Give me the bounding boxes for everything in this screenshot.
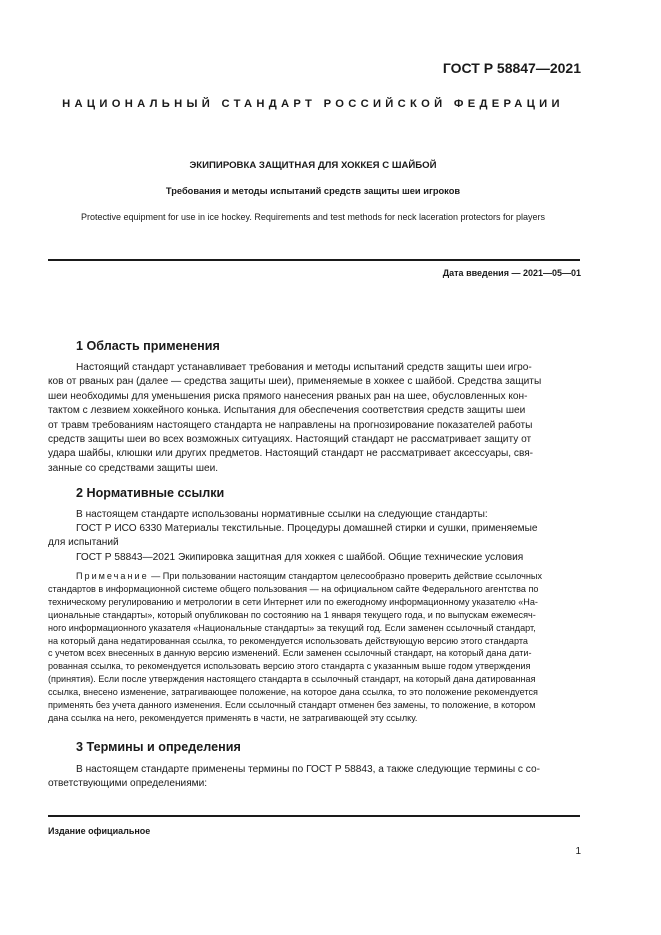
text-line: удара шайбы, клюшки или других предметов. Настоящий стандарт не рассматривает аксессуары, свя- bbox=[48, 448, 534, 460]
page-number: 1 bbox=[575, 846, 581, 857]
text-line: ного информационного указателя «Национальные стандарты» за текущий год. Если заменен ссылочный стандарт, bbox=[48, 622, 536, 633]
reference-gost-iso-6330-continued: для испытаний bbox=[48, 537, 119, 548]
text-line: (принятия). Если после утверждения настоящего стандарта в ссылочный стандарт, на который дана датированная bbox=[48, 674, 536, 685]
english-title: Protective equipment for use in ice hockey. Requirements and test methods for neck laceration protectors for players bbox=[80, 212, 546, 222]
text-line: на который дана недатированная ссылка, то рекомендуется использовать действующую версию этого стандарта bbox=[48, 635, 528, 646]
text-line: техническому регулированию и метрологии в сети Интернет или по ежегодному информационному указателю «На- bbox=[48, 596, 538, 607]
section-1-heading: 1 Область применения bbox=[76, 339, 220, 353]
note-block bbox=[48, 570, 580, 725]
reference-gost-58843: ГОСТ Р 58843—2021 Экипировка защитная для хоккея с шайбой. Общие технические условия bbox=[76, 552, 524, 563]
text-line: шеи необходимы для уменьшения риска прямого нанесения рваных ран на шее, обусловленных кон- bbox=[48, 390, 528, 402]
section-1-body bbox=[48, 361, 580, 476]
text-line: тактом с лезвием хоккейного конька. Испытания для обеспечения соответствия средств защиты шеи bbox=[48, 405, 526, 417]
text-line: Настоящий стандарт устанавливает требования и методы испытаний средств защиты шеи игро- bbox=[76, 362, 532, 373]
introduction-date: Дата введения — 2021—05—01 bbox=[442, 268, 581, 278]
footer-divider bbox=[48, 815, 580, 817]
text-line: ссылка, внесено изменение, затрагивающее положение, на которое дана ссылка, то это положение рекомендуется bbox=[48, 687, 538, 698]
text-line: ответствующими определениями: bbox=[48, 778, 208, 790]
document-title: ЭКИПИРОВКА ЗАЩИТНАЯ ДЛЯ ХОККЕЯ С ШАЙБОЙ bbox=[189, 160, 437, 171]
national-standard-heading: НАЦИОНАЛЬНЫЙ СТАНДАРТ РОССИЙСКОЙ ФЕДЕРАЦИИ bbox=[62, 98, 564, 110]
text-line: с учетом всех внесенных в данную версию изменений. Если заменен ссылочный стандарт, на который дана дати- bbox=[48, 648, 532, 659]
text-line: средств защиты шеи во всех возможных ситуациях. Настоящий стандарт не рассматривает защиту от bbox=[48, 434, 532, 446]
section-3-heading: 3 Термины и определения bbox=[76, 740, 241, 754]
section-2-heading: 2 Нормативные ссылки bbox=[76, 486, 225, 500]
text-line: циональные стандарты», который опубликован по состоянию на 1 января текущего года, и по выпускам ежемесяч- bbox=[48, 609, 536, 620]
document-code: ГОСТ Р 58847—2021 bbox=[442, 60, 581, 76]
text-line: от травм требованиям настоящего стандарта не направлены на прогнозирование показателей работы bbox=[48, 419, 533, 431]
text-line: применять без учета данного изменения. Если ссылочный стандарт отменен без замены, то положение, в котором bbox=[48, 700, 536, 711]
text-line bbox=[48, 570, 580, 583]
text-line: занные со средствами защиты шеи. bbox=[48, 462, 219, 474]
header-divider bbox=[48, 259, 580, 261]
section-2-intro: В настоящем стандарте использованы нормативные ссылки на следующие стандарты: bbox=[76, 509, 488, 520]
reference-gost-iso-6330: ГОСТ Р ИСО 6330 Материалы текстильные. Процедуры домашней стирки и сушки, применяемые bbox=[76, 523, 538, 534]
document-subtitle: Требования и методы испытаний средств защиты шеи игроков bbox=[165, 186, 461, 196]
official-edition-label: Издание официальное bbox=[48, 826, 151, 836]
note-text: — При пользовании настоящим стандартом целесообразно проверить действие ссылочных bbox=[148, 571, 543, 581]
note-label: Примечание bbox=[76, 571, 149, 581]
text-line: рованная ссылка, то рекомендуется использовать версию этого стандарта с указанным выше годом утверждения bbox=[48, 661, 531, 672]
section-3-body bbox=[48, 763, 580, 792]
text-line: стандартов в информационной системе общего пользования — на официальном сайте Федерального агентства по bbox=[48, 583, 539, 594]
text-line: ков от рваных ран (далее — средства защиты шеи), применяемые в хоккее с шайбой. Средства защиты bbox=[48, 376, 542, 388]
text-line: дана ссылка на него, рекомендуется применять в части, не затрагивающей эту ссылку. bbox=[48, 712, 418, 723]
text-line: В настоящем стандарте применены термины по ГОСТ Р 58843, а также следующие термины с со- bbox=[76, 764, 540, 775]
